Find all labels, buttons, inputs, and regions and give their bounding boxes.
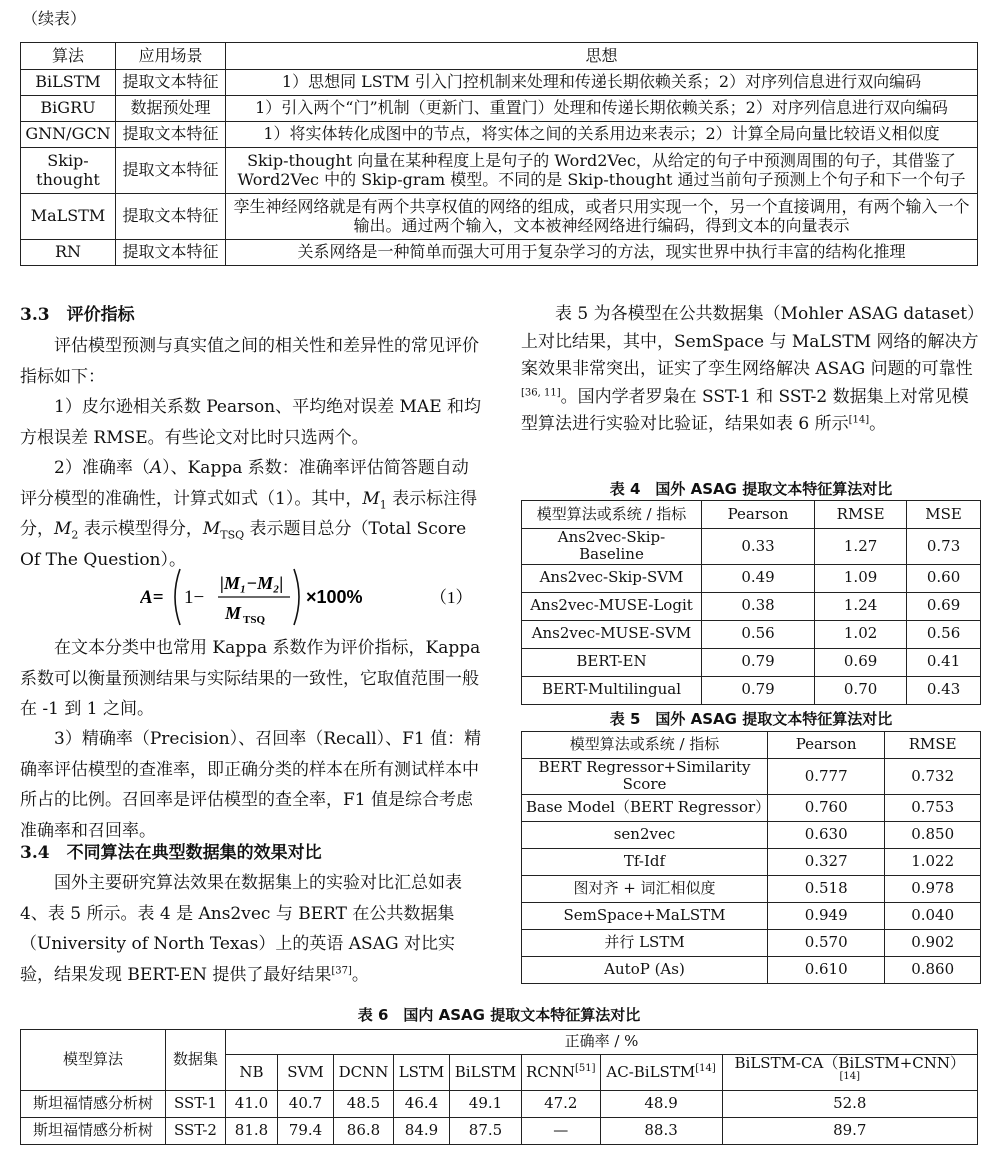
text: 2）准确率（ [54, 458, 150, 478]
table-row [522, 929, 981, 956]
cell: 87.5 [450, 1117, 522, 1144]
cell: 0.56 [907, 620, 981, 648]
formula-1 [140, 563, 480, 631]
cell: 1.27 [815, 529, 907, 565]
header-bilstm [450, 1055, 522, 1091]
formula-times: ×100% [306, 587, 363, 607]
cell: Skip-thought [21, 148, 116, 194]
continued-label: （续表） [22, 9, 87, 28]
var-m1: M [362, 488, 380, 509]
cell: 0.777 [768, 759, 885, 795]
cell: 89.7 [722, 1117, 977, 1144]
table-row [522, 529, 981, 565]
table-header-row [21, 1030, 978, 1055]
cell: 图对齐 + 词汇相似度 [522, 875, 768, 902]
cell: AutoP (As) [522, 956, 768, 983]
cell: 46.4 [394, 1090, 450, 1117]
citation: [14] [848, 414, 870, 426]
cell: Pearson [768, 732, 885, 759]
col-label: AC-BiLSTM [606, 1062, 696, 1081]
cell: RN [21, 240, 116, 266]
cell: 0.978 [885, 875, 981, 902]
citation: [36, 11] [521, 386, 561, 398]
cell: Base Model（BERT Regressor） [522, 794, 768, 821]
cell: 0.327 [768, 848, 885, 875]
cell: GNN/GCN [21, 122, 116, 148]
cell: 提取文本特征 [116, 148, 226, 194]
cell: MSE [907, 501, 981, 529]
cell: 0.850 [885, 821, 981, 848]
cell: SST-1 [166, 1090, 226, 1117]
cell: Ans2vec-MUSE-SVM [522, 620, 702, 648]
cell: 孪生神经网络就是有两个共享权值的网络的组成，或者只用实现一个，另一个直接调用，有两个输入一个输出。通过两个输入，文本被神经网络进行编码，得到文本的向量表示 [226, 194, 978, 240]
cell: 0.73 [907, 529, 981, 565]
table-row [522, 759, 981, 795]
paragraph: 1）皮尔逊相关系数 Pearson、平均绝对误差 MAE 和均方根误差 RMSE。有些论文对比时只选两个。 [20, 397, 482, 448]
cell: 84.9 [394, 1117, 450, 1144]
cell: RMSE [815, 501, 907, 529]
table-6 [20, 1029, 978, 1145]
sub: 2 [71, 528, 79, 542]
var-mtsq: M [202, 519, 221, 539]
header-accuracy: 正确率 / % [226, 1030, 978, 1055]
cell: 49.1 [450, 1090, 522, 1117]
table-6-caption: 表 6 国内 ASAG 提取文本特征算法对比 [357, 1006, 641, 1024]
cell: 1）引入两个“门”机制（更新门、重置门）处理和传递长期依赖关系；2）对序列信息进行双向编码 [226, 96, 978, 122]
table-row [21, 122, 978, 148]
cell: 0.41 [907, 648, 981, 676]
cell: 0.949 [768, 902, 885, 929]
cell: Ans2vec-Skip-Baseline [522, 529, 702, 565]
table-row [522, 620, 981, 648]
table-row [21, 96, 978, 122]
header-rcnn [522, 1055, 601, 1091]
cell: RMSE [885, 732, 981, 759]
text: 。 [351, 964, 369, 985]
sub: 1 [379, 497, 387, 511]
cell: 1.02 [815, 620, 907, 648]
cell: 模型算法或系统 / 指标 [522, 732, 768, 759]
formula-den-sub: TSQ [243, 614, 266, 626]
table-row [21, 194, 978, 240]
cell: 0.79 [702, 676, 815, 704]
header-algorithm: 算法 [21, 43, 116, 70]
cell: 模型算法或系统 / 指标 [522, 501, 702, 529]
cell: 提取文本特征 [116, 122, 226, 148]
table-row [522, 821, 981, 848]
cell: Skip-thought 向量在某种程度上是句子的 Word2Vec，从给定的句子中预测周围的句子，其借鉴了 Word2Vec 中的 Skip-gram 模型。不同的是 Skip-thought 通过当前句子预测上个句子和下一个句子 [226, 148, 978, 194]
formula-svg [140, 563, 480, 631]
table-row [522, 875, 981, 902]
cell: 0.860 [885, 956, 981, 983]
header-idea: 思想 [226, 43, 978, 70]
text: 。 [869, 414, 887, 434]
cell: MaLSTM [21, 194, 116, 240]
table-row [522, 592, 981, 620]
header-ac-bilstm [600, 1055, 722, 1091]
equation-number: （1） [430, 588, 473, 607]
cell: 41.0 [226, 1090, 278, 1117]
col-label: BiLSTM-CA（BiLSTM+CNN） [734, 1054, 966, 1072]
table-5 [521, 731, 981, 984]
cell: 88.3 [600, 1117, 722, 1144]
cell: 0.38 [702, 592, 815, 620]
cell: 48.5 [334, 1090, 394, 1117]
col-label: NB [239, 1062, 264, 1081]
right-paren [294, 569, 299, 625]
paragraph [20, 453, 483, 575]
cell: 数据预处理 [116, 96, 226, 122]
cell: 79.4 [278, 1117, 334, 1144]
text: 表示题目总分（Total Score Of The Question）。 [20, 519, 467, 570]
cell: 并行 LSTM [522, 929, 768, 956]
col-label: LSTM [398, 1062, 445, 1081]
cell: 提取文本特征 [116, 240, 226, 266]
table-row [522, 848, 981, 875]
cell: 提取文本特征 [116, 70, 226, 96]
table-row [21, 1090, 978, 1117]
cell: 0.49 [702, 564, 815, 592]
cell: 0.69 [907, 592, 981, 620]
table-header-row [522, 501, 981, 529]
table-row [21, 148, 978, 194]
cell: Pearson [702, 501, 815, 529]
section-heading: 3.3 评价指标 [20, 305, 135, 325]
cell: 1.09 [815, 564, 907, 592]
cell: 0.760 [768, 794, 885, 821]
cell: 0.630 [768, 821, 885, 848]
table-row [522, 956, 981, 983]
header-dcnn [334, 1055, 394, 1091]
table-row [21, 240, 978, 266]
cell: 斯坦福情感分析树 [21, 1117, 166, 1144]
citation: [51] [575, 1062, 596, 1074]
cell: 48.9 [600, 1090, 722, 1117]
text: 。国内学者罗枭在 SST-1 和 SST-2 数据集上对常见模型算法进行实验对比验证，结果如表 6 所示 [521, 386, 969, 434]
cell: 1）思想同 LSTM 引入门控机制来处理和传递长期依赖关系；2）对序列信息进行双向编码 [226, 70, 978, 96]
cell: 86.8 [334, 1117, 394, 1144]
header-dataset: 数据集 [166, 1030, 226, 1091]
cell: 1）将实体转化成图中的节点，将实体之间的关系用边来表示；2）计算全局向量比较语义相似度 [226, 122, 978, 148]
cell: 0.70 [815, 676, 907, 704]
table-header-row [522, 732, 981, 759]
var-a: A [149, 458, 163, 478]
text: ）、Kappa 系数：准确率评估简答题自动评分模型的准确性，计算式如式（1）。其中， [20, 458, 469, 509]
citation: [14] [695, 1062, 716, 1074]
paragraph: 3）精确率（Precision）、召回率（Recall）、F1 值：精确率评估模型的查准率，即正确分类的样本在所有测试样本中所占的比例。召回率是评估模型的查全率，F1 值是综合考虑准确率和召回率。 [20, 729, 482, 841]
cell: 0.902 [885, 929, 981, 956]
cell: 47.2 [522, 1090, 601, 1117]
cell: 0.518 [768, 875, 885, 902]
cell: — [522, 1117, 601, 1144]
table-5-caption: 表 5 国外 ASAG 提取文本特征算法对比 [609, 710, 893, 728]
paragraph [20, 868, 483, 990]
cell: BERT-EN [522, 648, 702, 676]
section-3-4-heading [20, 838, 483, 869]
section-heading: 3.4 不同算法在典型数据集的效果对比 [20, 843, 322, 863]
left-paren [175, 569, 180, 625]
table-4-caption: 表 4 国外 ASAG 提取文本特征算法对比 [609, 480, 893, 498]
text: 表示标注得分， [20, 488, 478, 539]
citation: [14] [839, 1071, 861, 1083]
cell: 提取文本特征 [116, 194, 226, 240]
cell: 1.24 [815, 592, 907, 620]
section-3-3-heading [20, 300, 483, 331]
cell: 1.022 [885, 848, 981, 875]
paragraph [521, 301, 981, 439]
cell: SemSpace+MaLSTM [522, 902, 768, 929]
cell: 0.732 [885, 759, 981, 795]
table-row [21, 70, 978, 96]
table-row [522, 564, 981, 592]
header-nb [226, 1055, 278, 1091]
paragraph: 在文本分类中也常用 Kappa 系数作为评价指标，Kappa 系数可以衡量预测结果与实际结果的一致性，它取值范围一般在 -1 到 1 之间。 [20, 638, 481, 719]
table-row [522, 794, 981, 821]
cell: Ans2vec-MUSE-Logit [522, 592, 702, 620]
table-row [522, 902, 981, 929]
col-label: SVM [287, 1062, 324, 1081]
formula-one-minus: 1− [184, 587, 205, 608]
paragraph: 评估模型预测与真实值之间的相关性和差异性的常见评价指标如下： [20, 336, 479, 387]
cell: Ans2vec-Skip-SVM [522, 564, 702, 592]
cell: 斯坦福情感分析树 [21, 1090, 166, 1117]
cell: 40.7 [278, 1090, 334, 1117]
cell: 0.753 [885, 794, 981, 821]
header-svm [278, 1055, 334, 1091]
cell: sen2vec [522, 821, 768, 848]
table-header-row [21, 43, 978, 70]
col-label: DCNN [338, 1062, 389, 1081]
table-row [21, 1117, 978, 1144]
cell: 0.610 [768, 956, 885, 983]
cell: 52.8 [722, 1090, 977, 1117]
cell: 0.79 [702, 648, 815, 676]
cell: 81.8 [226, 1117, 278, 1144]
cell: 0.570 [768, 929, 885, 956]
col-label: RCNN [526, 1062, 576, 1081]
cell: BiGRU [21, 96, 116, 122]
table-3-continued [20, 42, 978, 266]
text: 表示模型得分， [78, 519, 203, 539]
text: 表 5 为各模型在公共数据集（Mohler ASAG dataset）上对比结果，其中，SemSpace 与 MaLSTM 网络的解决方案效果非常突出，证实了孪生网络解决 ASAG 问题的可靠性 [521, 304, 979, 379]
citation: [37] [331, 964, 352, 976]
cell: SST-2 [166, 1117, 226, 1144]
cell: Tf-Idf [522, 848, 768, 875]
cell: BiLSTM [21, 70, 116, 96]
cell: 0.040 [885, 902, 981, 929]
formula-numerator: |M₁−M₂| [220, 573, 284, 593]
sub: TSQ [220, 528, 245, 542]
cell: 0.56 [702, 620, 815, 648]
col-label: BiLSTM [454, 1062, 517, 1081]
cell: 0.33 [702, 529, 815, 565]
text: 国外主要研究算法效果在数据集上的实验对比汇总如表 4、表 5 所示。表 4 是 Ans2vec 与 BERT 在公共数据集（University of North Texas）上的英语 ASAG 对比实验，结果发现 BERT-EN 提供了最好结果 [20, 873, 462, 985]
header-lstm [394, 1055, 450, 1091]
formula-denominator: M [225, 603, 242, 623]
header-scenario: 应用场景 [116, 43, 226, 70]
cell: 关系网络是一种简单而强大可用于复杂学习的方法，现实世界中执行丰富的结构化推理 [226, 240, 978, 266]
table-4 [521, 500, 981, 705]
cell: 0.43 [907, 676, 981, 704]
cell: BERT-Multilingual [522, 676, 702, 704]
cell: 0.69 [815, 648, 907, 676]
header-model: 模型算法 [21, 1030, 166, 1091]
table-row [522, 676, 981, 704]
var-m2: M [54, 519, 72, 539]
cell: 0.60 [907, 564, 981, 592]
header-bilstm-ca [722, 1055, 977, 1091]
cell: BERT Regressor+Similarity Score [522, 759, 768, 795]
table-row [522, 648, 981, 676]
formula-lhs: A= [140, 587, 164, 608]
